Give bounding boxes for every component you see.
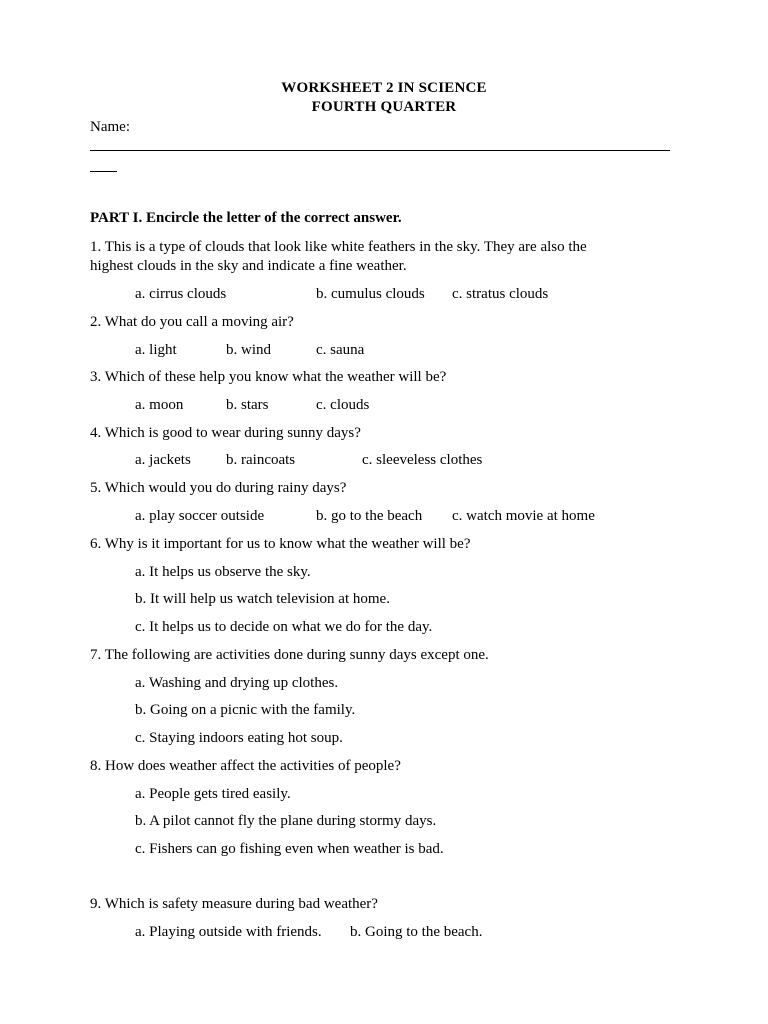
question-3-option-b[interactable]: b. stars — [226, 397, 269, 413]
question-9-option-a[interactable]: a. Playing outside with friends. — [135, 924, 322, 940]
question-1-option-a[interactable]: a. cirrus clouds — [135, 286, 227, 302]
question-6-option-c[interactable]: c. It helps us to decide on what we do for the day. — [135, 619, 433, 635]
question-6: 6. Why is it important for us to know what the weather will be? — [90, 536, 471, 552]
question-2: 2. What do you call a moving air? — [90, 314, 294, 330]
question-3-option-c[interactable]: c. clouds — [316, 397, 370, 413]
name-underline-continued — [90, 171, 117, 172]
question-8-option-b[interactable]: b. A pilot cannot fly the plane during stormy days. — [135, 813, 437, 829]
question-7-option-c[interactable]: c. Staying indoors eating hot soup. — [135, 730, 343, 746]
question-4-option-c[interactable]: c. sleeveless clothes — [362, 452, 483, 468]
question-5: 5. Which would you do during rainy days? — [90, 480, 347, 496]
question-7: 7. The following are activities done during sunny days except one. — [90, 647, 489, 663]
question-8-option-c[interactable]: c. Fishers can go fishing even when weather is bad. — [135, 841, 444, 857]
question-2-option-b[interactable]: b. wind — [226, 342, 271, 358]
question-1-option-b[interactable]: b. cumulus clouds — [316, 286, 425, 302]
question-4-option-b[interactable]: b. raincoats — [226, 452, 296, 468]
question-6-option-b[interactable]: b. It will help us watch television at home. — [135, 591, 390, 607]
question-8-option-a[interactable]: a. People gets tired easily. — [135, 786, 291, 802]
question-7-option-a[interactable]: a. Washing and drying up clothes. — [135, 675, 339, 691]
question-9: 9. Which is safety measure during bad weather? — [90, 896, 378, 912]
question-3-option-a[interactable]: a. moon — [135, 397, 184, 413]
question-1-line-2: highest clouds in the sky and indicate a fine weather. — [90, 258, 407, 274]
question-7-option-b[interactable]: b. Going on a picnic with the family. — [135, 702, 356, 718]
question-1-line-1: 1. This is a type of clouds that look like white feathers in the sky. They are also the — [90, 239, 587, 255]
question-5-option-b[interactable]: b. go to the beach — [316, 508, 423, 524]
question-8: 8. How does weather affect the activities of people? — [90, 758, 401, 774]
question-2-option-a[interactable]: a. light — [135, 342, 177, 358]
question-9-option-b[interactable]: b. Going to the beach. — [350, 924, 483, 940]
question-5-option-c[interactable]: c. watch movie at home — [452, 508, 595, 524]
name-label: Name: — [90, 119, 130, 135]
question-4: 4. Which is good to wear during sunny days? — [90, 425, 361, 441]
worksheet-title: WORKSHEET 2 IN SCIENCE — [281, 80, 487, 96]
worksheet-subtitle: FOURTH QUARTER — [311, 99, 457, 115]
question-4-option-a[interactable]: a. jackets — [135, 452, 191, 468]
question-3: 3. Which of these help you know what the weather will be? — [90, 369, 447, 385]
part1-instruction: PART I. Encircle the letter of the correct answer. — [90, 210, 402, 226]
question-2-option-c[interactable]: c. sauna — [316, 342, 365, 358]
question-6-option-a[interactable]: a. It helps us observe the sky. — [135, 564, 311, 580]
question-5-option-a[interactable]: a. play soccer outside — [135, 508, 265, 524]
name-underline — [90, 150, 670, 151]
question-1-option-c[interactable]: c. stratus clouds — [452, 286, 549, 302]
